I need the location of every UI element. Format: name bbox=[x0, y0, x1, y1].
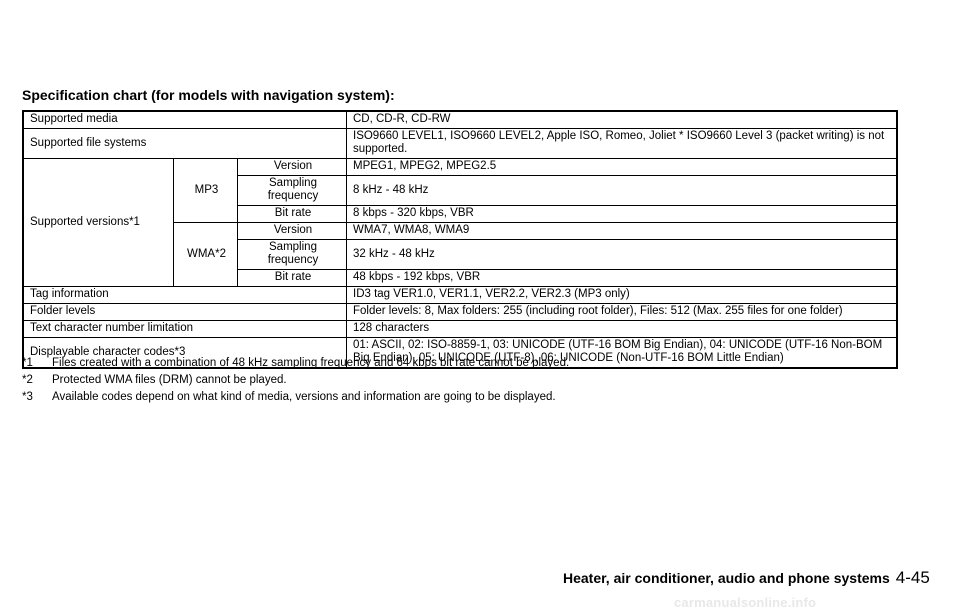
param-label: Bit rate bbox=[238, 270, 347, 287]
footnote-mark: *1 bbox=[22, 357, 33, 369]
row-value: Folder levels: 8, Max folders: 255 (including root folder), Files: 512 (Max. 255 files for one folder) bbox=[347, 304, 898, 321]
param-label: Bit rate bbox=[238, 206, 347, 223]
row-value: ISO9660 LEVEL1, ISO9660 LEVEL2, Apple ISO, Romeo, Joliet * ISO9660 Level 3 (packet writing) is not supported. bbox=[347, 129, 898, 159]
footer-section-title: Heater, air conditioner, audio and phone systems bbox=[563, 570, 890, 586]
watermark: carmanualsonline.info bbox=[674, 595, 817, 610]
footnote-mark: *2 bbox=[22, 374, 33, 386]
param-label: Version bbox=[238, 159, 347, 176]
row-label: Supported versions*1 bbox=[23, 159, 174, 287]
row-label: Supported file systems bbox=[23, 129, 347, 159]
footnote bbox=[22, 355, 922, 372]
section-heading: Specification chart (for models with navigation system): bbox=[22, 87, 395, 103]
table-row bbox=[23, 159, 897, 176]
table-row bbox=[23, 321, 897, 338]
row-value: 01: ASCII, 02: ISO-8859-1, 03: UNICODE (UTF-16 BOM Big Endian), 04: UNICODE (UTF-16 Non-BOM Big Endian), 05: UNICODE (UTF-8), 06: UNICODE (Non-UTF-16 BOM Little Endian) bbox=[347, 338, 898, 369]
footnotes bbox=[22, 355, 922, 406]
row-label: Folder levels bbox=[23, 304, 347, 321]
table-row bbox=[23, 287, 897, 304]
row-value: 128 characters bbox=[347, 321, 898, 338]
row-value: CD, CD-R, CD-RW bbox=[347, 111, 898, 129]
table-row bbox=[23, 111, 897, 129]
param-value: MPEG1, MPEG2, MPEG2.5 bbox=[347, 159, 898, 176]
param-value: 32 kHz - 48 kHz bbox=[347, 240, 898, 270]
row-label: Displayable character codes*3 bbox=[23, 338, 347, 369]
param-value: 8 kbps - 320 kbps, VBR bbox=[347, 206, 898, 223]
page-number: 4-45 bbox=[895, 568, 930, 587]
param-label: Sampling frequency bbox=[238, 240, 347, 270]
format-label-wma: WMA*2 bbox=[174, 223, 238, 287]
table-row bbox=[23, 304, 897, 321]
footnote bbox=[22, 389, 922, 406]
footnote bbox=[22, 372, 922, 389]
table-row bbox=[23, 129, 897, 159]
page-footer bbox=[563, 568, 930, 588]
param-value: 8 kHz - 48 kHz bbox=[347, 176, 898, 206]
param-value: WMA7, WMA8, WMA9 bbox=[347, 223, 898, 240]
footnote-text: Files created with a combination of 48 kHz sampling frequency and 64 kbps bit rate cannot be played. bbox=[52, 357, 570, 369]
param-label: Version bbox=[238, 223, 347, 240]
footnote-mark: *3 bbox=[22, 391, 33, 403]
param-label: Sampling frequency bbox=[238, 176, 347, 206]
specification-table bbox=[22, 110, 898, 369]
row-label: Tag information bbox=[23, 287, 347, 304]
row-label: Supported media bbox=[23, 111, 347, 129]
param-value: 48 kbps - 192 kbps, VBR bbox=[347, 270, 898, 287]
footnote-text: Protected WMA files (DRM) cannot be played. bbox=[52, 374, 287, 386]
row-label: Text character number limitation bbox=[23, 321, 347, 338]
format-label-mp3: MP3 bbox=[174, 159, 238, 223]
row-value: ID3 tag VER1.0, VER1.1, VER2.2, VER2.3 (MP3 only) bbox=[347, 287, 898, 304]
footnote-text: Available codes depend on what kind of media, versions and information are going to be displayed. bbox=[52, 391, 556, 403]
